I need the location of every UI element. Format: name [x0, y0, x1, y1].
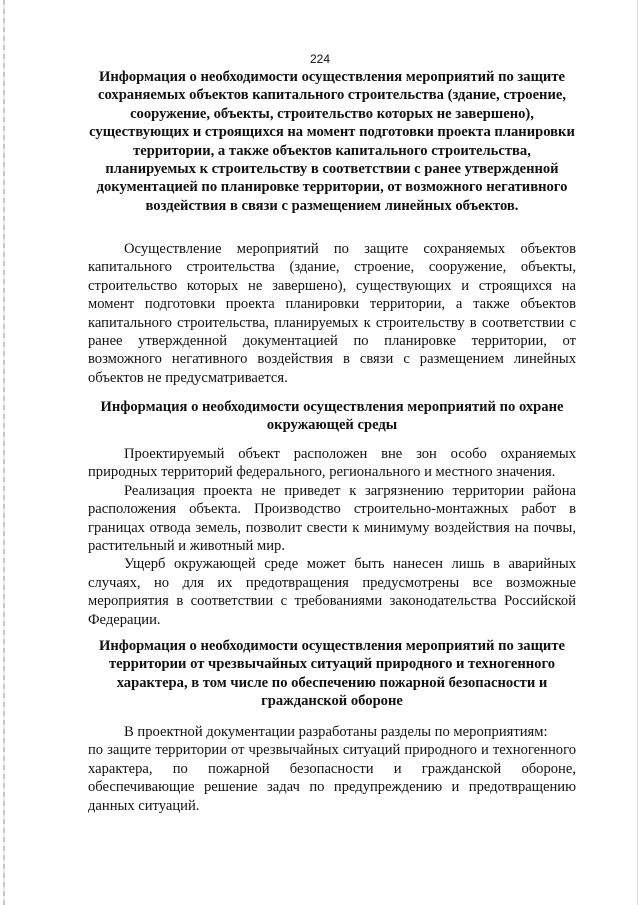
paragraph: Ущерб окружающей среде может быть нанесен лишь в аварийных случаях, но для их предотвращения предусмотрены все возможные мероприятия в соответствии с требованиями законодательства Российской Федерации.	[88, 556, 576, 628]
paragraph: Осуществление мероприятий по защите сохраняемых объектов капитального строительства (здание, строение, сооружение, объекты, строительство которых не завершено), существующих и строящихся на момент подготовки проекта планировки территории, а также объектов капитального строительства, планируемых к строительству в соответствии с ранее утвержденной документацией по планировке территории, от возможного негативного воздействия в связи с размещением линейных объектов не предусматривается.	[88, 241, 576, 386]
paragraph: по защите территории от чрезвычайных ситуаций природного и техногенного характера, по пожарной безопасности и гражданской обороне, обеспечивающие решение задач по предупреждению и предотвращению данных ситуаций.	[88, 742, 576, 814]
paragraph: В проектной документации разработаны разделы по мероприятиям:	[124, 724, 548, 740]
section-heading-emergency-protection: Информация о необходимости осуществления мероприятий по защите территории от чрезвычайных ситуаций природного и техногенного характера, в том числе по обеспечению пожарной безопасности и гражданской обороне	[99, 638, 565, 710]
scan-edge-artifact	[3, 0, 5, 905]
section-body-emergency-protection	[88, 723, 576, 815]
page-number: 224	[309, 52, 331, 66]
section-heading-protection-of-objects: Информация о необходимости осуществления мероприятий по защите сохраняемых объектов капитального строительства (здание, строение, сооружение, объекты, строительство которых не завершено), существующих и строящихся на момент подготовки проекта планировки территории, а также объектов капитального строительства, планируемых к строительству в соответствии с ранее утвержденной документацией по планировке территории, от возможного негативного воздействия в связи с размещением линейных объектов.	[89, 69, 575, 214]
section-body-protection-of-objects	[88, 240, 576, 387]
section-heading-environment-protection: Информация о необходимости осуществления мероприятий по охране окружающей среды	[100, 399, 564, 434]
section-body-environment-protection	[88, 445, 576, 629]
paragraph: Реализация проекта не приведет к загрязнению территории района расположения объекта. Производство строительно-монтажных работ в границах отвода земель, позволит свести к минимуму воздействия на почвы, растительный и животный мир.	[88, 482, 576, 555]
paragraph: Проектируемый объект расположен вне зон особо охраняемых природных территорий федерального, регионального и местного значения.	[88, 446, 576, 481]
scan-edge-artifact-right	[637, 0, 638, 905]
